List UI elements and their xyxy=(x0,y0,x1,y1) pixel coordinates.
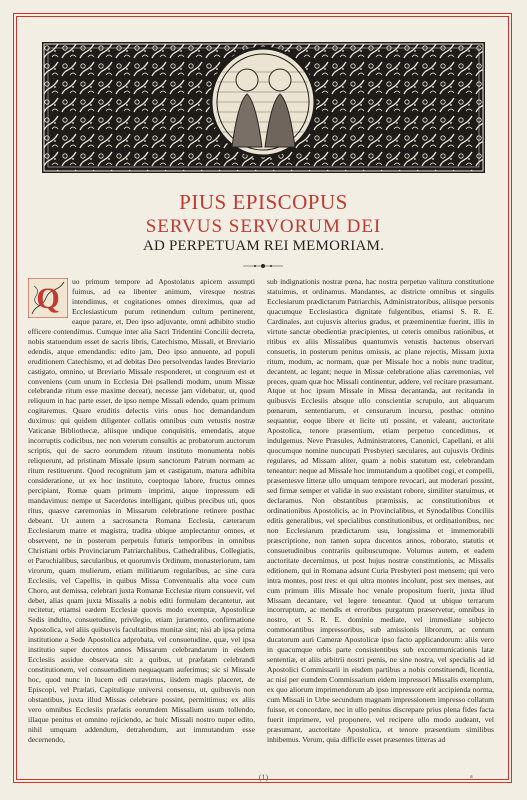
engraved-headpiece-ornament xyxy=(42,42,485,173)
dropcap-letter: Q xyxy=(36,282,60,315)
right-text-column xyxy=(267,277,494,767)
central-medallion xyxy=(211,48,315,156)
servus-servorum-heading: SERVUS SERVORUM DEI xyxy=(145,216,382,237)
title-divider-ornament xyxy=(243,262,283,270)
perpetuam-memoriam-heading: AD PERPETUAM REI MEMORIAM. xyxy=(142,238,385,254)
ornamental-dropcap xyxy=(28,278,68,318)
page-folio-number: (1) xyxy=(258,773,269,782)
left-column-body-text: uo primum tempore ad Apostolatus apicem assumpti fuimus, ad ea libenter animum, viresque nostras intendimus, et cogitationes omnes direximus, quæ ad Ecclesiasticum purum retinendum cultum pertinerent, eaque parare, et, Deo ipso adjuvante, omni adhibito studio efficere contendimus. Cumque inter alia Sacri Tridentini Concilii decreta, nobis statuendum esset de sacris libris, Catechismo, Missali, et Breviario edendis, atque emendandis: edito jam, Deo ipso annuente, ad populi eruditionem Catechismo, et ad debitas Deo persolvendas laudes Breviario castigato, omnino, ut Breviario Missale responderet, ut congruum est et conveniens (cum unum in Ecclesia Dei psallendi modum, unum Missæ celebrandæ ritum esse maxime deceat), necesse jam videbatur, ut, quod reliquum in hac parte esset, de ipso nempe Missali edendo, quam primum cogitaremus. Quare eruditis delectis viris onus hoc demandandum duximus: qui quidem diligenter collatis omnibus cum vetustis nostræ Vaticanæ Bibliothecæ, aliisque undique conquisitis, emendatis, atque incorruptis codicibus, nec non veterum consultis ac probatorum auctorum scriptis, qui de sacro eorumdem rituum instituto monumenta nobis reliquerunt, ad pristinam Missale ipsum sanctorum Patrum normam ac ritum restituerunt. Quod recognitum jam et castigatum, matura adhibita consideratione, ut ex hoc instituto, coeptoque labore, fructus omnes percipiant, Romæ quam primum imprimi, atque impressum edi mandavimus: nempe ut Sacerdotes intelligant, quibus precibus uti, quos ritus, quasve cæremonias in Missarum celebratione retinere posthac debeant. Ut autem a sacrosancta Romana Ecclesia, cæterarum Ecclesiarum matre et magistra, tradita ubique amplectantur omnes, et observent, ne in posterum perpetuis futuris temporibus in omnibus Christiani orbis Provinciarum Patriarchalibus, Cathedralibus, Collegiatis, et Parochialibus, sæcularibus, et quorumvis Ordinum, monasteriorum, tam virorum, quam mulierum, etiam militiarum regularibus, ac sine cura Ecclesiis, vel Capellis, in quibus Missa Conventualis alta voce cum Choro, aut demissa, celebrari juxta Romanæ Ecclesiæ ritum consuevit, vel debet, alias quam juxta Missalis a nobis editi formulam decantetur, aut recitetur, etiamsi eædem Ecclesiæ quovis modo exemptæ, Apostolicæ Sedis indulto, consuetudine, privilegio, etiam juramento, confirmatione Apostolica, vel aliis quibusvis facultatibus munitæ sint; nisi ab ipsa prima institutione a Sede Apostolica adprobata, vel consuetudine, quæ, vel ipsa institutio super ducentos annos Missarum celebrandarum in eisdem Ecclesiis assidue observata sit: a quibus, ut præfatam celebrandi constitutionem, vel consuetudinem nequaquam auferimus; sic si Missale hoc, quod nunc in lucem edi curavimus, iisdem magis placeret, de Episcopi, vel Prælati, Capitulique universi consensu, ut, quibusvis non obstantibus, juxta illud Missas celebrare possint, permittimus; ex aliis vero omnibus Ecclesiis præfatis eorumdem Missalium usum tollendo, illaque penitus et omnino rejiciendo, ac huic Missali nostro nuper edito, nihil umquam addendum, detrahendum, aut immutandum esse decernendo, xyxy=(28,277,255,744)
signature-mark: a xyxy=(470,774,473,780)
right-column-body-text: sub indignationis nostræ pœna, hac nostra perpetuo valitura constitutione statuimus, et ordinamus. Mandantes, ac districte omnibus et singulis Ecclesiarum prædictarum Patriarchis, Administratoribus, aliisque personis quacumque Ecclesiastica dignitate fulgentibus, etiamsi S. R. E. Cardinales, aut cujusvis alterius gradus, et præeminentiæ fuerint, illis in virtute sanctæ obedientiæ præcipientes, ut ceteris omnibus rationibus, et ritibus ex aliis Missalibus quantumvis vetustis hactenus observari consuetis, in posterum penitus omissis, ac plane rejectis, Missam juxta ritum, modum, ac normam, quæ per Missale hoc a nobis nunc traditur, decantent, ac legant; neque in Missæ celebratione alias cæremonias, vel preces, quam quæ hoc Missali continentur, addere, vel recitare præsumant. Atque ut hoc ipsum Missale in Missa decantanda, aut recitanda in quibusvis Ecclesiis absque ullo conscientiæ scrupulo, aut aliquarum pœnarum, sententiarum, et censurarum incursu, posthac omnino sequantur, eoque libere et licite uti possint, et valeant, auctoritate Apostolica, tenore præsentium, etiam perpetuo concedimus, et indulgemus. Neve Præsules, Administratores, Canonici, Capellani, et alii quocumque nomine nuncupati Presbyteri sæculares, aut cujusvis Ordinis regulares, ad Missam aliter, quam a nobis statutum est, celebrandam teneantur: neque ad Missale hoc immutandum a quolibet cogi, et compelli, præsentesve litteræ ullo umquam tempore revocari, aut moderari possint, sed firmæ semper et validæ in suo exsistant robore, similiter statuimus, et declaramus. Non obstantibus præmissis, ac constitutionibus et ordinationibus Apostolicis, ac in Provincialibus, et Synodalibus Conciliis editis generalibus, vel specialibus constitutionibus, et ordinationibus, nec non Ecclesiarum prædictarum usu, longissima et immemorabili præscriptione, non tamen supra ducentos annos, roborato, statutis et consuetudinibus contrariis quibuscumque. Volumus autem, et eadem auctoritate decernimus, ut post hujus nostræ constitutionis, ac Missalis editionem, qui in Romana adsunt Curia Presbyteri post mensem; qui vero intra montes, post tres: et qui ultra montes incolunt, post sex menses, aut cum primum illis Missale hoc venale propositum fuerit, juxta illud Missam decantare, vel legere teneantur. Quod ut ubique terrarum incorruptum, ac mendis et erroribus purgatum præservetur, omnibus in nostro, et S. R. E. dominio mediate, vel immediate subjecto commorantibus impressoribus, sub amissionis librorum, ac centum ducatorum auri Cameræ Apostolicæ ipso facto applicandorum: aliis vero in quacumque orbis parte consistentibus sub excommunicationis latæ sententiæ, et aliis arbitrii nostri pœnis, ne sine nostra, vel specialis ad id Apostolici Commissarii in eisdem partibus a nobis constituendi, licentia, ac nisi per eumdem Commissarium eidem impressori Missalis exemplum, ex quo aliorum imprimendorum ab ipso impressore erit accipienda norma, cum Missali in Urbe secundum magnam impressionem impresso collatum fuisse, et concordare, nec in ullo penitus discrepare prius plena fides facta fuerit imprimere, vel proponere, vel recipere ullo modo audeant, vel præsumant, auctoritate Apostolica, et tenore præsentium similibus inhibemus. Verum, quia difficile esset præsentes litteras ad xyxy=(267,277,494,744)
left-text-column xyxy=(28,277,255,767)
pontiff-name-heading: PIUS EPISCOPUS xyxy=(179,190,348,214)
